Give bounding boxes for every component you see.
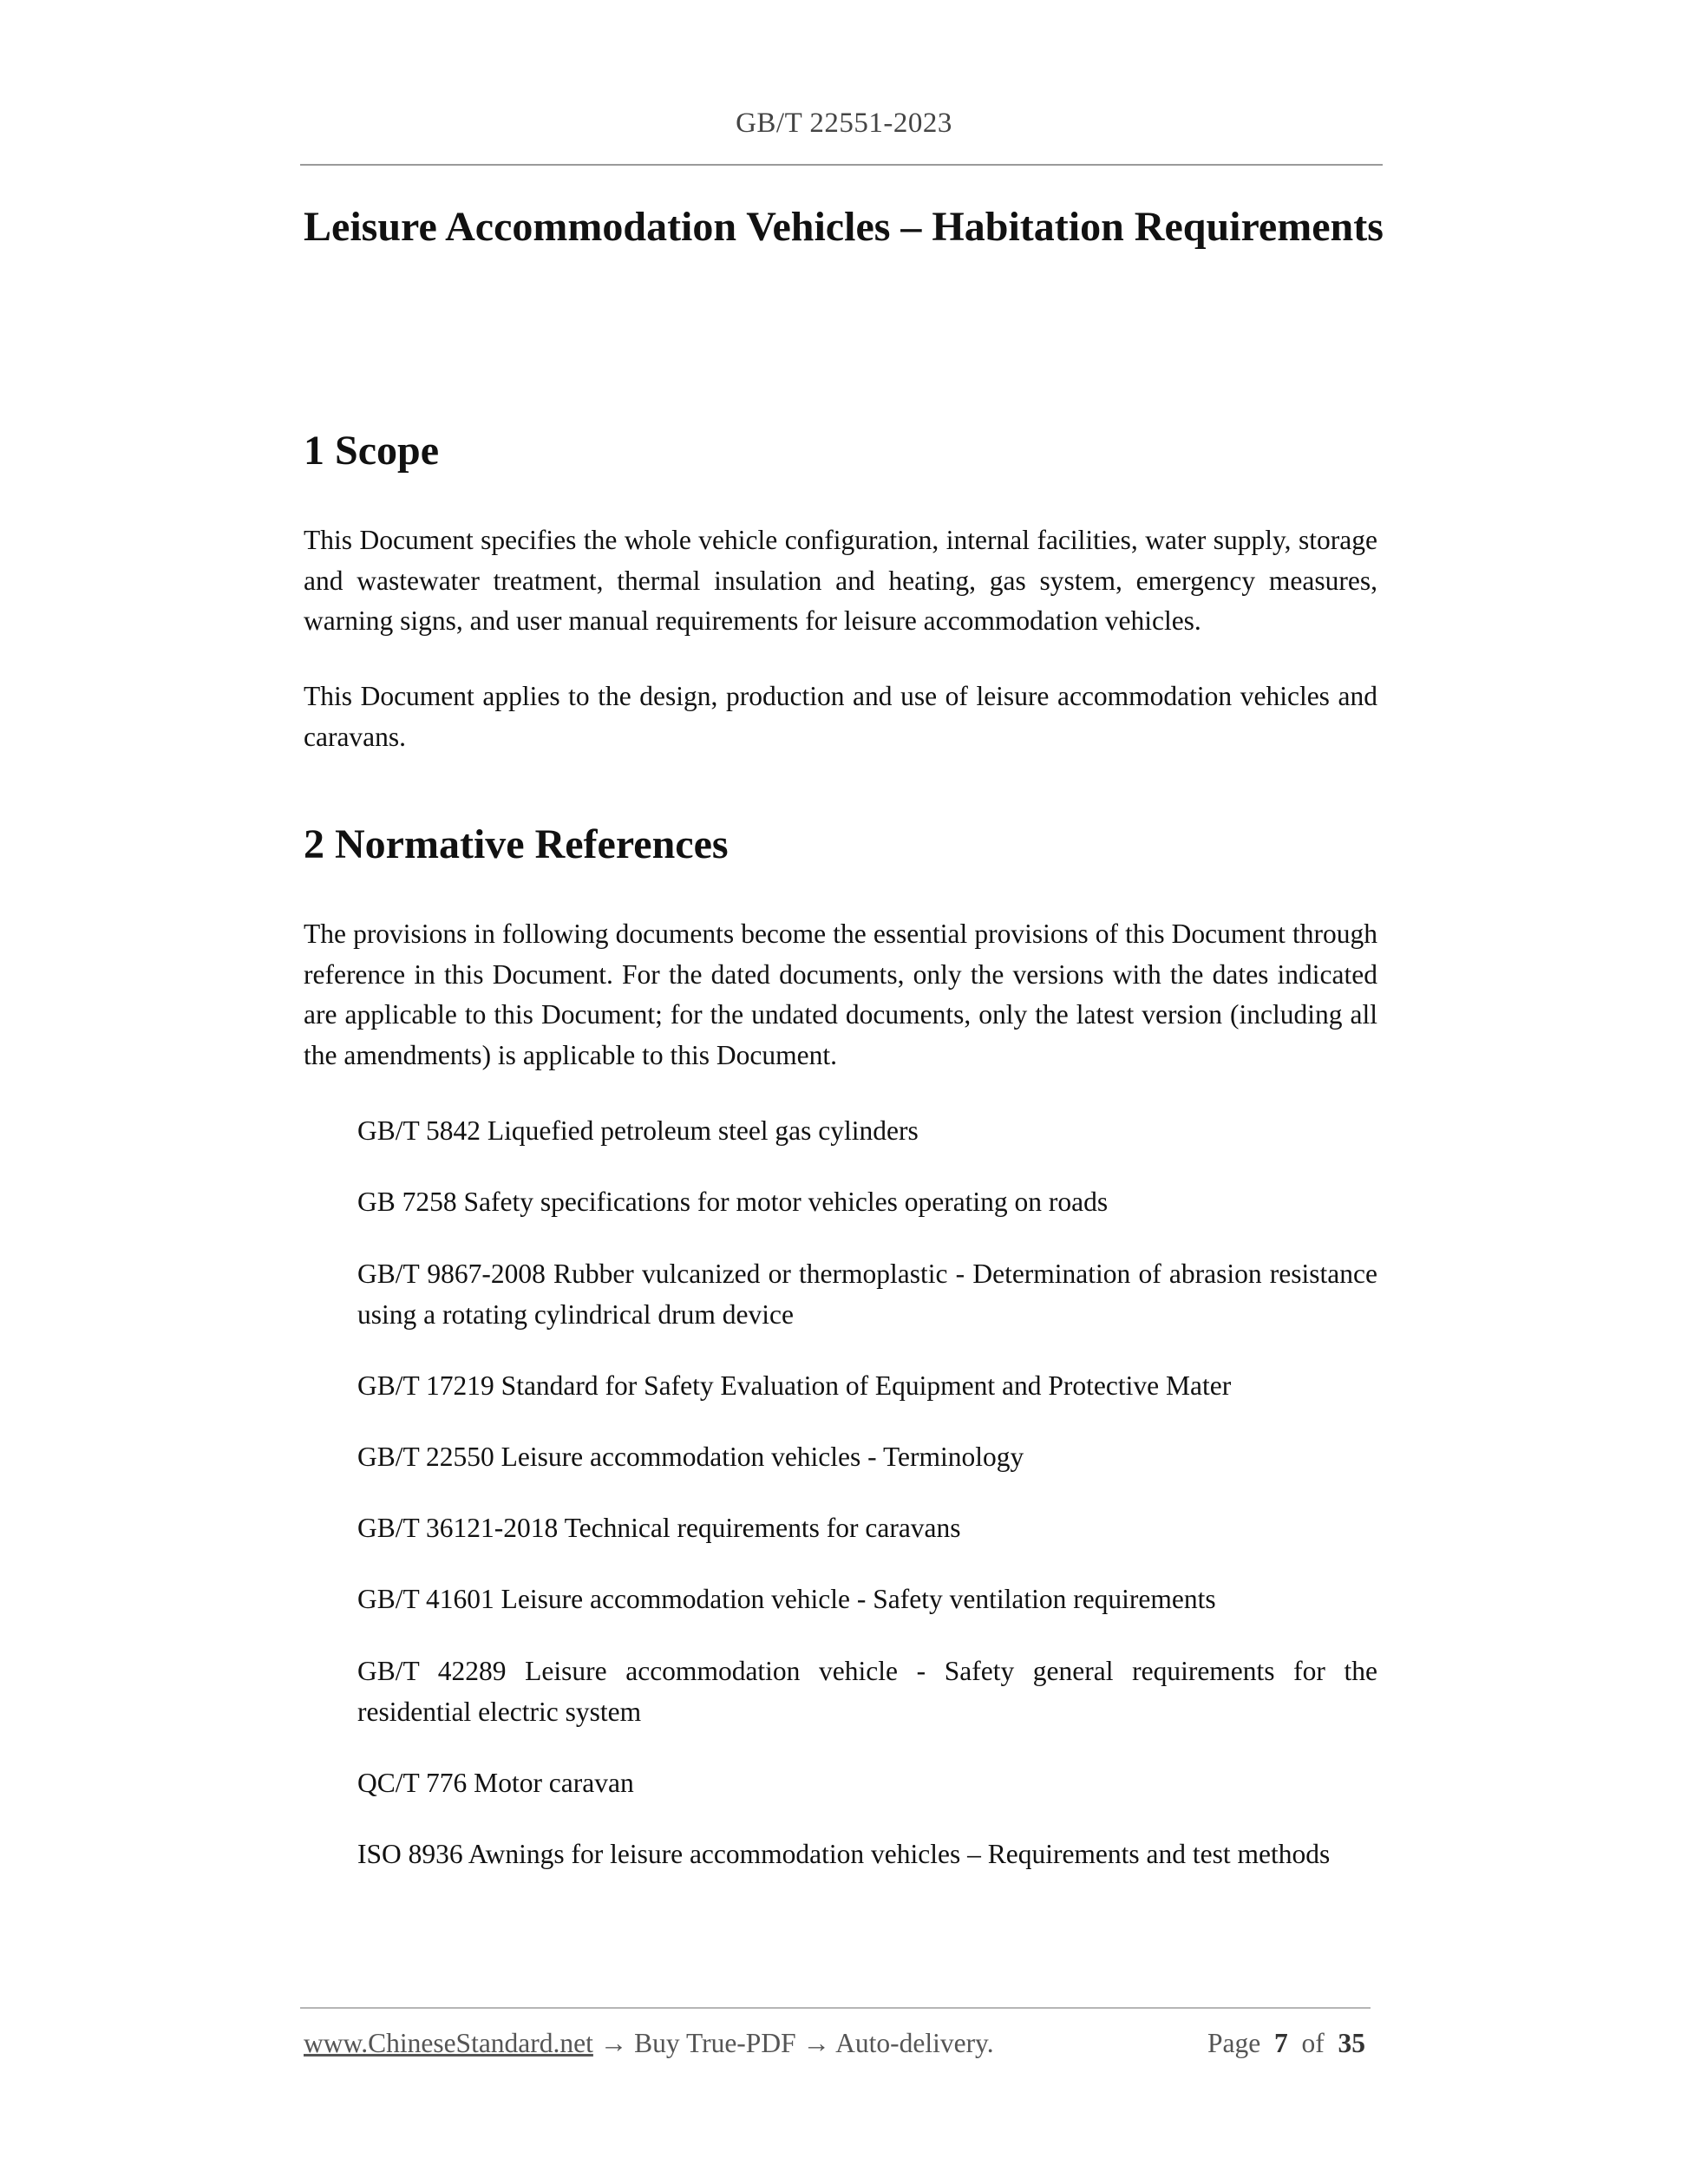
section-heading-normative-references: 2 Normative References xyxy=(304,821,729,867)
website-link[interactable]: www.ChineseStandard.net xyxy=(304,2028,593,2058)
footer-buy-text: Buy True-PDF xyxy=(634,2028,796,2058)
page-of-label: of xyxy=(1301,2028,1325,2058)
arrow-right-icon: → xyxy=(599,2028,628,2058)
footer-delivery-text: Auto-delivery. xyxy=(835,2028,994,2058)
page-current: 7 xyxy=(1274,2028,1288,2058)
reference-item: GB/T 36121-2018 Technical requirements for caravans xyxy=(357,1513,961,1543)
reference-item: ISO 8936 Awnings for leisure accommodation vehicles – Requirements and test methods xyxy=(357,1839,1331,1869)
header-standard-code: GB/T 22551-2023 xyxy=(736,108,952,139)
scope-paragraph-2: This Document applies to the design, production and use of leisure accommodation vehicles and caravans. xyxy=(304,681,1377,752)
footer-promo xyxy=(304,2028,994,2059)
page-label: Page xyxy=(1207,2028,1261,2058)
reference-item: GB/T 17219 Standard for Safety Evaluation of Equipment and Protective Mater xyxy=(357,1370,1232,1401)
page-total: 35 xyxy=(1338,2028,1365,2058)
footer-divider xyxy=(300,2007,1371,2009)
reference-item: GB 7258 Safety specifications for motor vehicles operating on roads xyxy=(357,1187,1109,1217)
document-title: Leisure Accommodation Vehicles – Habitation Requirements xyxy=(304,204,1384,250)
reference-item: GB/T 5842 Liquefied petroleum steel gas cylinders xyxy=(357,1115,919,1146)
header-divider xyxy=(300,164,1383,166)
reference-item: QC/T 776 Motor caravan xyxy=(357,1768,634,1798)
section-heading-scope: 1 Scope xyxy=(304,428,439,474)
reference-item: GB/T 9867-2008 Rubber vulcanized or thermoplastic - Determination of abrasion resistance using a rotating cylindrical drum device xyxy=(357,1259,1377,1330)
footer xyxy=(304,2028,1376,2066)
page-number xyxy=(1207,2028,1365,2059)
scope-paragraph-1: This Document specifies the whole vehicle configuration, internal facilities, water supply, storage and wastewater treatment, thermal insulation and heating, gas system, emergency measures, warning signs, and user manual requirements for leisure accommodation vehicles. xyxy=(304,525,1377,636)
reference-item: GB/T 42289 Leisure accommodation vehicle - Safety general requirements for the residential electric system xyxy=(357,1656,1377,1727)
reference-item: GB/T 22550 Leisure accommodation vehicles - Terminology xyxy=(357,1442,1024,1472)
references-intro-paragraph: The provisions in following documents become the essential provisions of this Document through reference in this Document. For the dated documents, only the versions with the dates indicated are applicable to this Document; for the undated documents, only the latest version (including all the amendments) is applicable to this Document. xyxy=(304,919,1377,1070)
reference-item: GB/T 41601 Leisure accommodation vehicle - Safety ventilation requirements xyxy=(357,1584,1216,1614)
arrow-right-icon: → xyxy=(802,2028,830,2058)
